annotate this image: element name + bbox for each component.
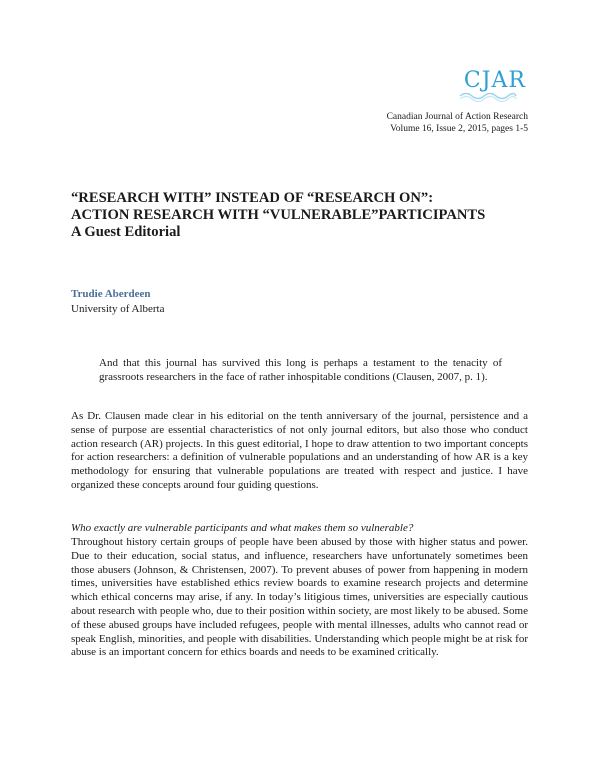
body-paragraph-1: As Dr. Clausen made clear in his editorial on the tenth anniversary of the journal, persistence and a sense of purpose are essential characteristics of not only journal editors, but also those who conduct action research (AR) projects. In this guest editorial, I hope to draw attention to two important concepts for action researchers: a definition of vulnerable populations and an understanding of how AR is a key methodology for ensuring that vulnerable populations are treated with respect and justice. I have organized these concepts around four guiding questions. [71,410,528,491]
body-paragraph-2: Throughout history certain groups of people have been abused by those with higher status and power. Due to their education, social status, and influence, researchers have unfortunately sometimes been those abusers (Johnson, & Christensen, 2007). To prevent abuses of power from happening in modern times, universities have established ethics review boards to examine research projects and determine which ethical concerns may arise, if any. In today’s litigious times, universities are especially cautious about research with people who, due to their position within society, are most likely to be abused. Some of these abused groups have included refugees, people with mental illnesses, adults who cannot read or speak English, minorities, and people with disabilities. Understanding which people might be at risk for abuse is an important concern for ethics boards and needs to be examined critically. [71,536,528,659]
logo-text: CJAR [463,68,526,93]
journal-logo [446,68,526,104]
journal-citation: Volume 16, Issue 2, 2015, pages 1-5 [390,124,528,134]
article-title [71,190,485,241]
author-block [71,287,164,317]
author-name: Trudie Aberdeen [71,288,151,300]
journal-name: Canadian Journal of Action Research [386,112,528,122]
journal-info [387,111,528,135]
title-line-3: A Guest Editorial [71,224,181,240]
logo-wave-icon [458,90,518,102]
epigraph-quote: And that this journal has survived this long is perhaps a testament to the tenacity of grassroots researchers in the face of rather inhospitable conditions (Clausen, 2007, p. 1). [99,357,502,383]
title-line-1: “RESEARCH WITH” INSTEAD OF “RESEARCH ON”: [71,190,434,206]
title-line-2: ACTION RESEARCH WITH “VULNERABLE”PARTICIPANTS [71,207,486,223]
section-question-1: Who exactly are vulnerable participants and what makes them so vulnerable? [71,522,414,534]
author-affiliation: University of Alberta [71,303,165,315]
